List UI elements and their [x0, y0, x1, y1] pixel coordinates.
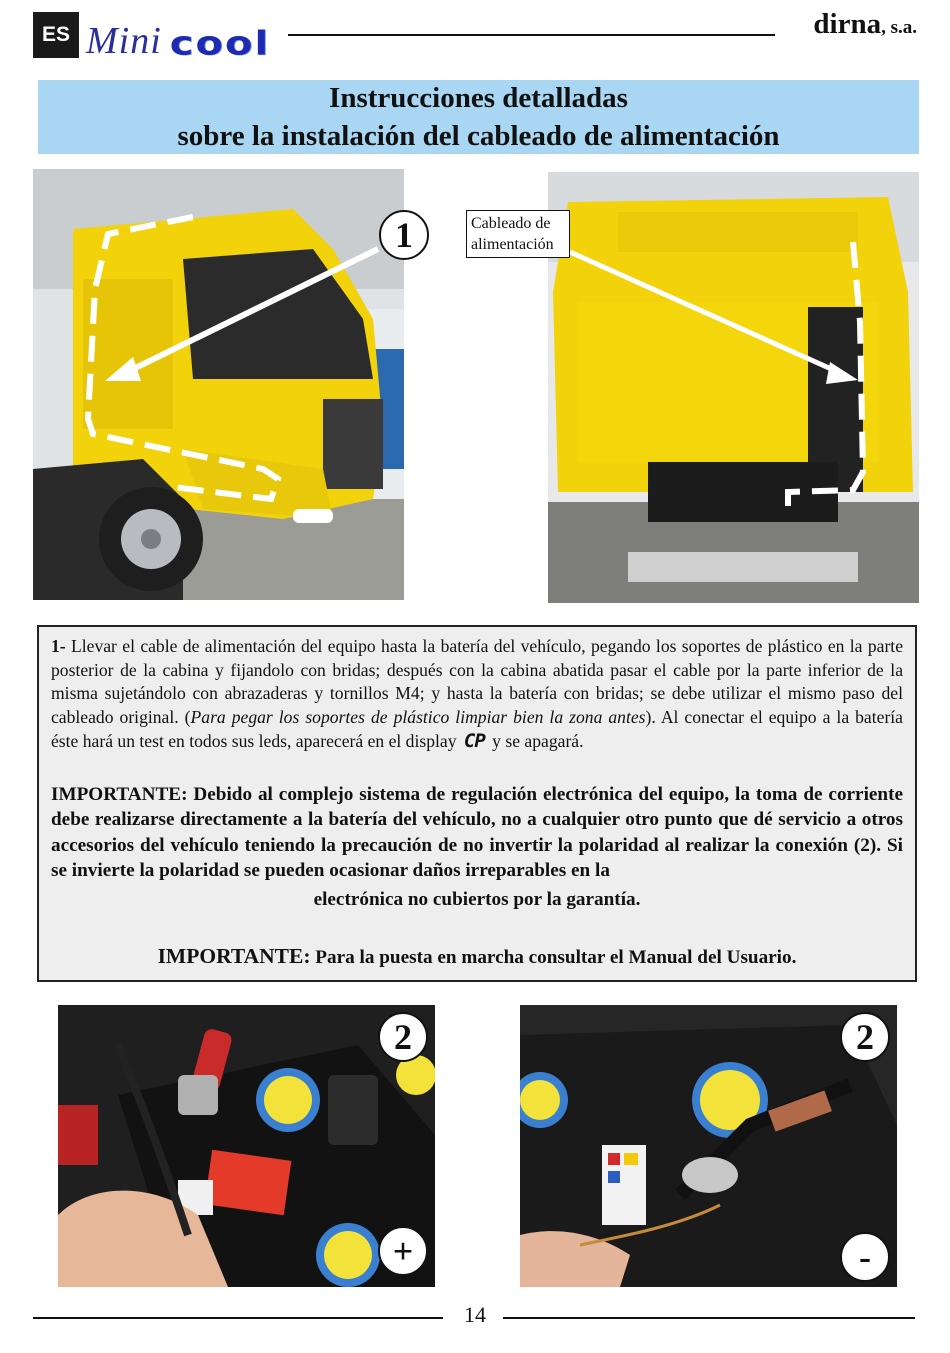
step-1-marker: 1 [379, 210, 429, 260]
language-badge: ES [33, 12, 79, 58]
step-2-marker-positive: 2 [378, 1012, 428, 1062]
step-1-paragraph: 1- Llevar el cable de alimentación del equipo hasta la batería del vehículo, pegando los soportes de plástico en la parte posterior de la cabina y fijandolo con bridas; después con la cabina abatida pasar el cable por la parte inferior de la misma sujetándolo con abrazaderas y tornillos M4; y hasta la batería con bridas; se debe utilizar el mismo paso del cableado original. (Para pegar los soportes de plástico limpiar bien la zona antes). Al conectar el equipo a la batería éste hará un test en todos sus leds, aparecerá en el display CP y se apagará. [51, 636, 903, 752]
page-title [38, 80, 919, 154]
important-polarity-note-end: electrónica no cubiertos por la garantía. [313, 888, 641, 910]
instructions-box [37, 625, 917, 982]
footer-rule-right [503, 1317, 915, 1319]
footer-rule-left [33, 1317, 443, 1319]
important-polarity-note: IMPORTANTE: Debido al complejo sistema de regulación electrónica del equipo, la toma de corriente debe realizarse directamente a la batería del vehículo, no a cualquier otro punto que dé servicio a otros accesorios del vehículo teniendo la precaución de no invertir la polaridad al realizar la conexión (2). Si se invierte la polaridad se pueden ocasionar daños irreparables en la [51, 783, 903, 882]
minicool-logo [86, 10, 271, 63]
logo-cool-text: cool [169, 24, 271, 63]
power-cable-label-line-1: Cableado de [471, 215, 551, 232]
company-name: dirna, s.a. [813, 8, 917, 40]
battery-negative-photo [520, 1005, 897, 1287]
logo-mini-text: Mini [86, 20, 162, 62]
truck-rear-photo [548, 172, 919, 603]
positive-terminal-sign: + [378, 1226, 428, 1276]
page-number: 14 [464, 1302, 486, 1327]
important-startup-note: IMPORTANTE: Para la puesta en marcha consultar el Manual del Usuario. [157, 943, 797, 968]
title-line-1: Instrucciones detalladas [329, 82, 628, 114]
power-cable-label [466, 210, 570, 258]
negative-terminal-sign: - [840, 1232, 890, 1282]
step-2-marker-negative: 2 [840, 1012, 890, 1062]
display-code: CP [463, 729, 485, 752]
truck-front-photo [33, 169, 404, 600]
header-rule [288, 34, 775, 36]
power-cable-label-line-2: alimentación [471, 236, 554, 253]
title-line-2: sobre la instalación del cableado de alimentación [177, 120, 780, 152]
